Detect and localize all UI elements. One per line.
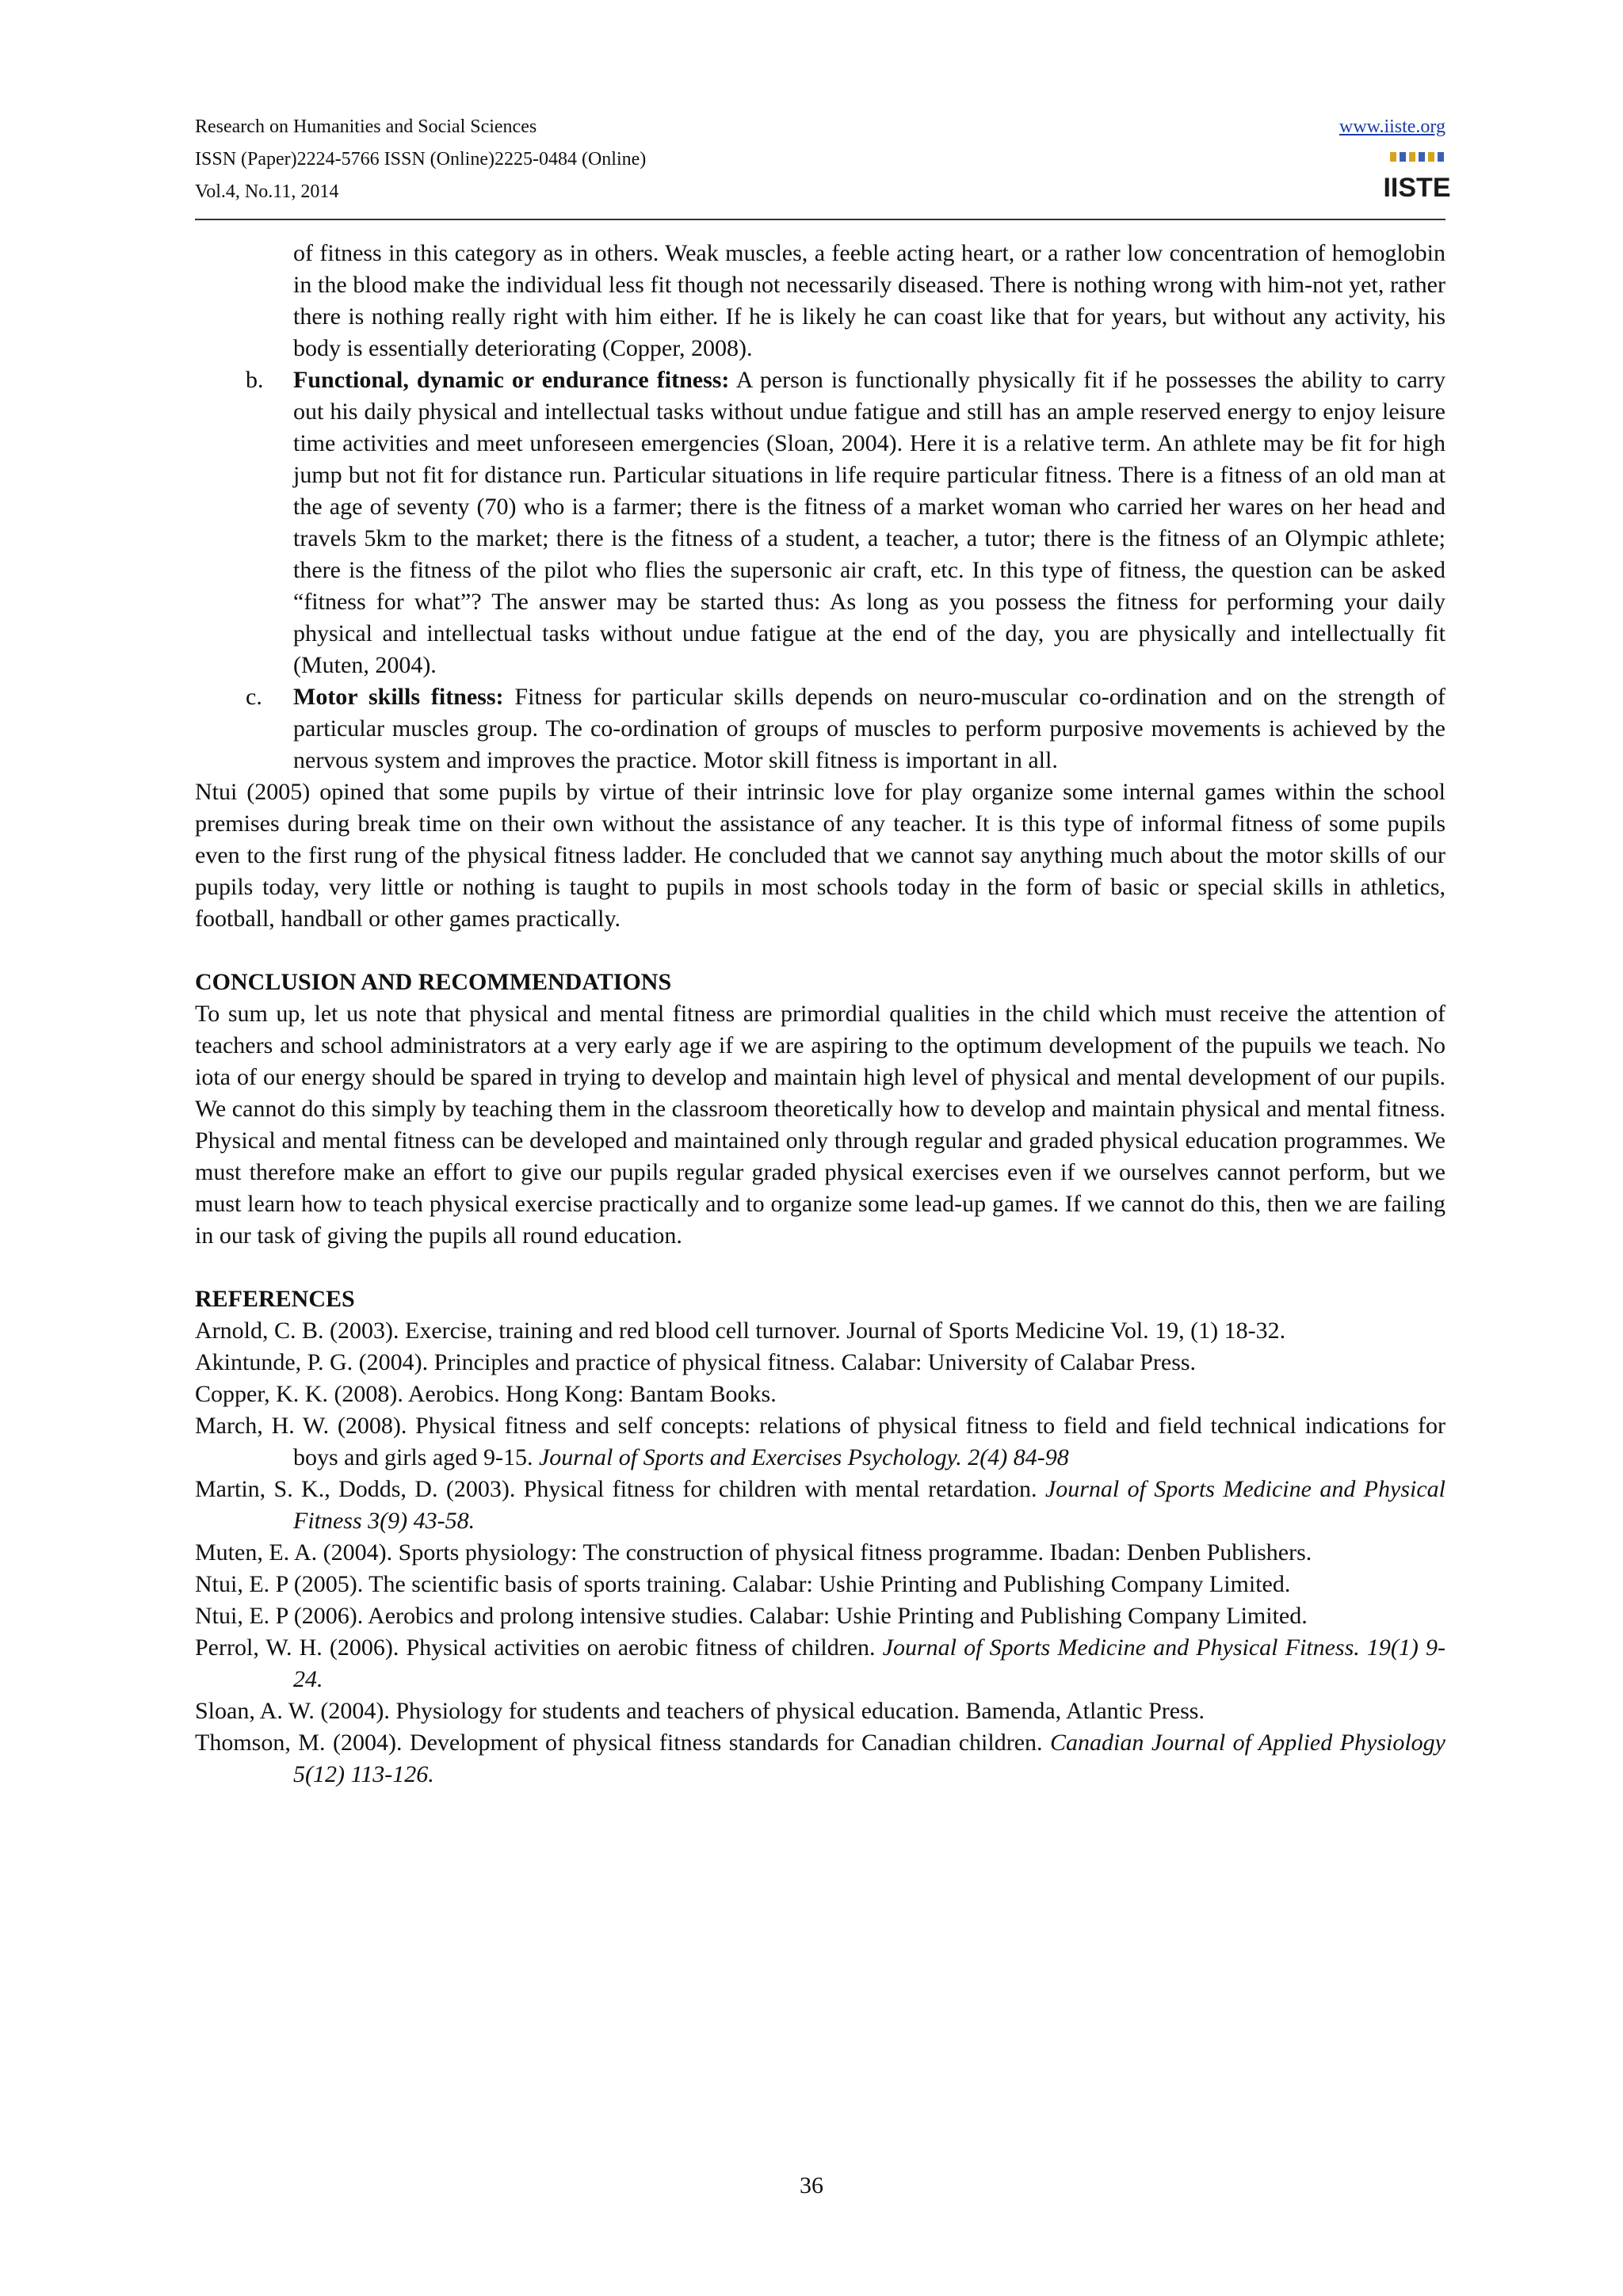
- issn-line: ISSN (Paper)2224-5766 ISSN (Online)2225-0484 (Online): [195, 149, 647, 170]
- list-marker: b.: [246, 367, 264, 393]
- references-heading: REFERENCES: [195, 1286, 355, 1312]
- volume-line: Vol.4, No.11, 2014: [195, 181, 339, 202]
- page-number: 36: [800, 2172, 823, 2199]
- reference-item: Martin, S. K., Dodds, D. (2003). Physical fitness for children with mental retardation. Journal of Sports Medicine and Physical Fitness 3(9) 43-58.: [195, 1476, 1445, 1534]
- reference-item: March, H. W. (2008). Physical fitness and self concepts: relations of physical fitness to field and field technical indications for boys and girls aged 9-15. Journal of Sports and Exercises Psychology. 2(4) 84-98: [195, 1413, 1445, 1470]
- reference-list: [195, 1315, 1445, 1791]
- article-body: [195, 238, 1445, 1791]
- reference-item: Perrol, W. H. (2006). Physical activities on aerobic fitness of children. Journal of Sports Medicine and Physical Fitness. 19(1) 9-24.: [195, 1634, 1445, 1692]
- reference-item: Copper, K. K. (2008). Aerobics. Hong Kong: Bantam Books.: [195, 1381, 777, 1407]
- conclusion-paragraph: To sum up, let us note that physical and mental fitness are primordial qualities in the child which must receive the attention of teachers and school administrators at a very early age if we are aspiring to the optimum development of the pupuils we teach. No iota of our energy should be spared in trying to develop and maintain high level of physical and mental development of our pupils. We cannot do this simply by teaching them in the classroom theoretically how to develop and maintain physical and mental fitness. Physical and mental fitness can be developed and maintained only through regular and graded physical education programmes. We must therefore make an effort to give our pupils regular graded physical exercises even if we ourselves cannot perform, but we must learn how to teach physical exercise practically and to organize some lead-up games. If we cannot do this, then we are failing in our task of giving the pupils all round education.: [195, 1001, 1445, 1249]
- reference-item: Ntui, E. P (2006). Aerobics and prolong intensive studies. Calabar: Ushie Printing and Publishing Company Limited.: [195, 1603, 1308, 1629]
- continuation-paragraph: of fitness in this category as in others. Weak muscles, a feeble acting heart, or a rather low concentration of hemoglobin in the blood make the individual less fit though not necessarily diseased. There is nothing wrong with him-not yet, rather there is nothing really right with him either. If he is likely he can coast like that for years, but without any activity, his body is essentially deteriorating (Copper, 2008).: [293, 240, 1445, 361]
- list-item-title: Functional, dynamic or endurance fitness:: [293, 367, 730, 393]
- list-item-title: Motor skills fitness:: [293, 684, 504, 710]
- list-item-text: Fitness for particular skills depends on neuro-muscular co-ordination and on the strength of particular muscles group. The co-ordination of groups of muscles to perform purposive movements is achieved by the nervous system and improves the practice. Motor skill fitness is important in all.: [293, 684, 1446, 773]
- header-rule: [195, 219, 1445, 220]
- conclusion-heading: CONCLUSION AND RECOMMENDATIONS: [195, 969, 672, 995]
- reference-item: Ntui, E. P (2005). The scientific basis of sports training. Calabar: Ushie Printing and Publishing Company Limited.: [195, 1571, 1291, 1597]
- list-item-b: [195, 364, 1445, 681]
- reference-item: Thomson, M. (2004). Development of physical fitness standards for Canadian children. Canadian Journal of Applied Physiology 5(12) 113-126.: [195, 1730, 1445, 1787]
- journal-title: Research on Humanities and Social Sciences: [195, 116, 537, 137]
- reference-item: Sloan, A. W. (2004). Physiology for students and teachers of physical education. Bamenda, Atlantic Press.: [195, 1698, 1205, 1724]
- list-marker: c.: [246, 684, 262, 710]
- reference-item: Arnold, C. B. (2003). Exercise, training and red blood cell turnover. Journal of Sports Medicine Vol. 19, (1) 18-32.: [195, 1318, 1286, 1344]
- ntui-paragraph: Ntui (2005) opined that some pupils by virtue of their intrinsic love for play organize some internal games within the school premises during break time on their own without the assistance of any teacher. It is this type of informal fitness of some pupils even to the first rung of the physical fitness ladder. He concluded that we cannot say anything much about the motor skills of our pupils today, very little or nothing is taught to pupils in most schools today in the form of basic or special skills in athletics, football, handball or other games practically.: [195, 779, 1445, 932]
- website-link[interactable]: www.iiste.org: [1339, 116, 1445, 137]
- page-header: [195, 111, 1451, 208]
- reference-item: Akintunde, P. G. (2004). Principles and practice of physical fitness. Calabar: University of Calabar Press.: [195, 1349, 1197, 1375]
- iiste-logo: [1383, 149, 1451, 203]
- logo-text: IISTE: [1383, 173, 1451, 203]
- list-item-text: A person is functionally physically fit if he possesses the ability to carry out his daily physical and intellectual tasks without undue fatigue and still has an ample reserved energy to enjoy leisure time activities and meet unforeseen emergencies (Sloan, 2004). Here it is a relative term. An athlete may be fit for high jump but not fit for distance run. Particular situations in life require particular fitness. There is a fitness of an old man at the age of seventy (70) who is a farmer; there is the fitness of a market woman who carried her wares on her head and travels 5km to the market; there is the fitness of a student, a teacher, a tutor; there is the fitness of an Olympic athlete; there is the fitness of the pilot who flies the supersonic air craft, etc. In this type of fitness, the question can be asked “fitness for what”? The answer may be started thus: As long as you possess the fitness for performing your daily physical and intellectual tasks without undue fatigue at the end of the day, you are physically and intellectually fit (Muten, 2004).: [293, 367, 1445, 678]
- list-item-c: [195, 681, 1445, 776]
- reference-item: Muten, E. A. (2004). Sports physiology: The construction of physical fitness programme. Ibadan: Denben Publishers.: [195, 1539, 1312, 1566]
